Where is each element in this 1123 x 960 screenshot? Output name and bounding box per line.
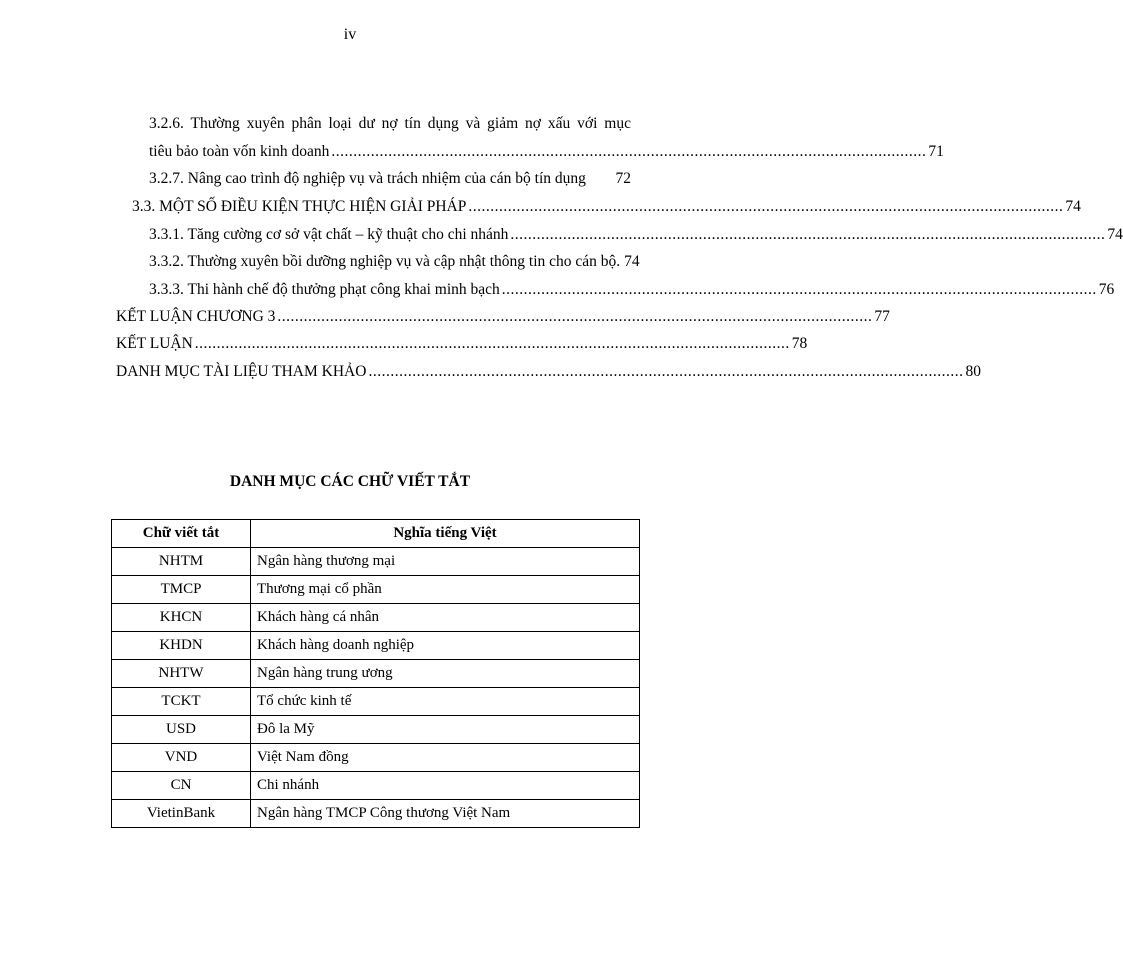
abbreviation-cell: TMCP xyxy=(112,576,251,604)
toc-entry-label: 3.2.7. Nâng cao trình độ nghiệp vụ và trách nhiệm của cán bộ tín dụng xyxy=(149,170,586,187)
toc-leader-dots: ........................................................................................................................................ xyxy=(501,281,1097,298)
meaning-cell: Ngân hàng TMCP Công thương Việt Nam xyxy=(251,800,640,828)
abbreviation-cell: NHTM xyxy=(112,548,251,576)
toc-entry-label: 3.3.1. Tăng cường cơ sở vật chất – kỹ thuật cho chi nhánh xyxy=(149,226,509,243)
toc-entry-page: 80 xyxy=(965,363,981,380)
toc-entry-page: 78 xyxy=(791,335,808,352)
abbreviation-cell: KHCN xyxy=(112,604,251,632)
table-row xyxy=(112,772,640,800)
meaning-cell: Tổ chức kinh tế xyxy=(251,688,640,716)
abbreviation-cell: VND xyxy=(112,744,251,772)
table-row xyxy=(112,744,640,772)
toc-entry-ket-luan[interactable] xyxy=(116,334,808,354)
toc-entry-page: 76 xyxy=(1098,281,1115,298)
table-row xyxy=(112,548,640,576)
meaning-cell: Khách hàng doanh nghiệp xyxy=(251,632,640,660)
abbreviations-table xyxy=(111,519,640,828)
abbreviation-cell: USD xyxy=(112,716,251,744)
toc-entry-label: 3.3.3. Thi hành chế độ thưởng phạt công khai minh bạch xyxy=(149,281,500,298)
toc-leader-dots: ........................................................................................................................................ xyxy=(194,335,790,352)
header-abbreviation: Chữ viết tắt xyxy=(112,520,251,548)
table-row xyxy=(112,800,640,828)
meaning-cell: Đô la Mỹ xyxy=(251,716,640,744)
toc-leader-dots: ........................................................................................................................................ xyxy=(510,226,1106,243)
abbreviation-cell: KHDN xyxy=(112,632,251,660)
table-header-row xyxy=(112,520,640,548)
meaning-cell: Ngân hàng thương mại xyxy=(251,548,640,576)
page-number: iv xyxy=(343,26,357,43)
meaning-cell: Thương mại cổ phần xyxy=(251,576,640,604)
meaning-cell: Ngân hàng trung ương xyxy=(251,660,640,688)
table-row xyxy=(112,576,640,604)
meaning-cell: Chi nhánh xyxy=(251,772,640,800)
toc-entry-page: 74 xyxy=(1065,198,1081,215)
toc-entry-danh-muc-tai-lieu[interactable] xyxy=(116,362,981,382)
abbreviations-title: DANH MỤC CÁC CHỮ VIẾT TẮT xyxy=(229,473,471,490)
toc-entry-label: tiêu bảo toàn vốn kinh doanh xyxy=(149,143,330,160)
table-row xyxy=(112,604,640,632)
abbreviation-cell: CN xyxy=(112,772,251,800)
abbreviation-cell: NHTW xyxy=(112,660,251,688)
table-row xyxy=(112,660,640,688)
toc-leader-dots: ........................................................................................................................................ xyxy=(368,363,964,380)
toc-entry-label: 3.3. MỘT SỐ ĐIỀU KIỆN THỰC HIỆN GIẢI PHÁP xyxy=(132,198,467,215)
toc-entry-page: 74 xyxy=(624,253,640,270)
abbreviation-cell: VietinBank xyxy=(112,800,251,828)
toc-entry-3-2-7[interactable] xyxy=(149,169,631,189)
meaning-cell: Việt Nam đồng xyxy=(251,744,640,772)
toc-leader-dots: ........................................................................................................................................ xyxy=(277,308,873,325)
table-row xyxy=(112,632,640,660)
toc-entry-label: KẾT LUẬN CHƯƠNG 3 xyxy=(116,308,276,325)
table-row xyxy=(112,688,640,716)
toc-entry-label: 3.3.2. Thường xuyên bồi dưỡng nghiệp vụ và cập nhật thông tin cho cán bộ. xyxy=(149,253,621,270)
toc-entry-label: KẾT LUẬN xyxy=(116,335,193,352)
toc-entry-3-2-6[interactable] xyxy=(149,142,944,162)
toc-entry-3-3-3[interactable] xyxy=(149,280,1115,300)
toc-entry-ket-luan-chuong-3[interactable] xyxy=(116,307,890,327)
toc-entry-3-3[interactable] xyxy=(132,197,1081,217)
table-row xyxy=(112,716,640,744)
toc-entry-3-3-2[interactable] xyxy=(149,252,640,272)
toc-entry-3-3-1[interactable] xyxy=(149,225,1123,245)
header-meaning: Nghĩa tiếng Việt xyxy=(251,520,640,548)
toc-leader-dots: ........................................................................................................................................ xyxy=(331,143,927,160)
toc-entry-page: 72 xyxy=(615,170,631,187)
toc-entry-page: 77 xyxy=(874,308,890,325)
toc-entry-page: 74 xyxy=(1107,226,1123,243)
toc-entry-label: DANH MỤC TÀI LIỆU THAM KHẢO xyxy=(116,363,367,380)
toc-entry-page: 71 xyxy=(928,143,944,160)
toc-leader-dots: ........................................................................................................................................ xyxy=(468,198,1064,215)
meaning-cell: Khách hàng cá nhân xyxy=(251,604,640,632)
toc-entry-3-2-6-line1: 3.2.6. Thường xuyên phân loại dư nợ tín dụng và giảm nợ xấu với mục xyxy=(149,115,631,132)
abbreviation-cell: TCKT xyxy=(112,688,251,716)
